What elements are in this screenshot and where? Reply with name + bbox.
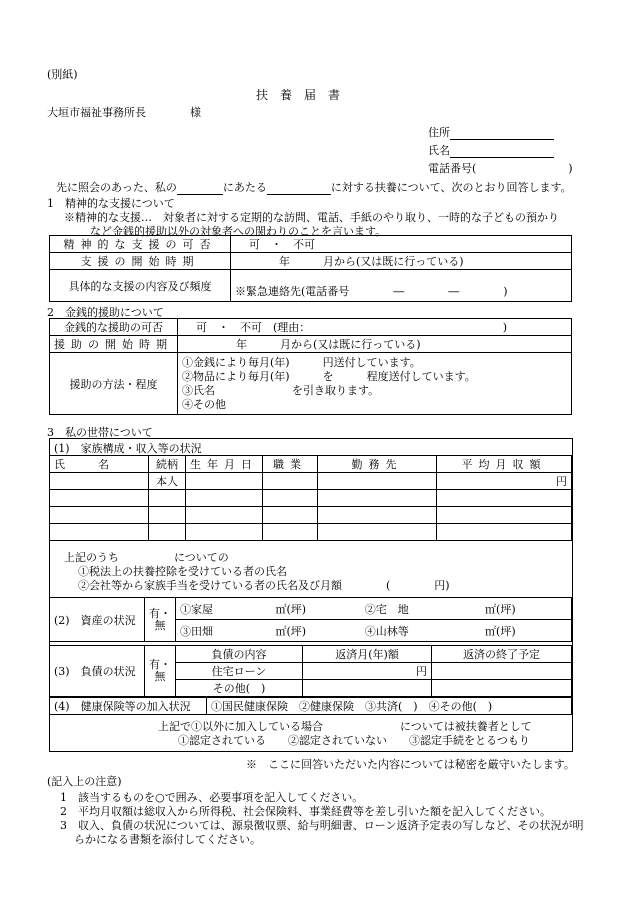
assets-land[interactable]: ②宅 地 <box>361 598 481 620</box>
assets-forest[interactable]: ④山林等 <box>361 620 481 642</box>
table-row[interactable] <box>50 490 572 507</box>
support-start[interactable]: 年 月から(又は既に行っている) <box>231 253 572 270</box>
debt-table: (3) 負債の状況 有・無 負債の内容 返済月(年)額 返済の終了予定 住宅ローン 円 その他( ) <box>49 645 572 697</box>
remark-line-3: ②会社等から家族手当を受けている者の氏名及び月額 ( 円) <box>78 579 450 592</box>
assets-field[interactable]: ③田畑 <box>176 620 272 642</box>
remark-line-2: ①税法上の扶養控除を受けている者の氏名 <box>78 565 287 578</box>
phone-field[interactable]: 電話番号( ) <box>428 162 573 175</box>
table-row[interactable] <box>50 507 572 524</box>
appendix-label: (別紙) <box>47 68 78 81</box>
section-3-heading: 3 私の世帯について <box>47 426 153 439</box>
section-1-note: ※精神的な支援… 対象者に対する定期的な訪問、電話、手紙のやり取り、一時的な子どもの預かり <box>64 211 559 224</box>
assets-choice[interactable]: 有・無 <box>145 598 176 642</box>
notes-heading: (記入上の注意) <box>47 775 122 788</box>
table-row[interactable]: 本人 円 <box>50 473 572 490</box>
debt-choice[interactable]: 有・無 <box>145 646 176 697</box>
financial-choice[interactable]: 可 ・ 不可 (理由： ) <box>178 319 572 336</box>
emergency-contact[interactable]: ※緊急連絡先(電話番号 ― ― ) <box>231 270 572 302</box>
assets-house[interactable]: ①家屋 <box>176 598 272 620</box>
debt-row-other[interactable]: その他( ) <box>50 680 572 697</box>
note-2: 2 平均月収額は総収入から所得税、社会保険料、事業経費等を差し引いた額を記入してください。 <box>60 805 551 818</box>
relation-blank[interactable] <box>177 194 223 195</box>
table-row[interactable] <box>50 524 572 541</box>
section-2-heading: 2 金銭的援助について <box>47 306 164 319</box>
note-3-cont: らかになる書類を添付してください。 <box>74 833 261 846</box>
note-3: 3 収入、負債の状況については、源泉徴収票、給与明細書、ローン返済予定表の写しなど、その状況が明 <box>60 819 584 832</box>
debt-row-housing[interactable]: 住宅ローン 円 <box>50 663 572 680</box>
insurance-table: (4) 健康保険等の加入状況 ①国民健康保険 ②健康保険 ③共済( ) ④その他( ) <box>49 697 572 715</box>
assets-table: (2) 資産の状況 有・無 ①家屋 ㎡(坪) ②宅 地 ㎡(坪) ③田畑 ㎡(坪) ④山林等 ㎡(坪) <box>49 597 572 642</box>
insurance-note: 上記で①以外に加入している場合 については被扶養者として <box>158 720 532 733</box>
section-1-note-2: など金銭的援助以外の対象者への関わりのことを言います。 <box>90 225 387 238</box>
family-subheading: (1) 家族構成・収入等の状況 <box>54 442 202 455</box>
address-field[interactable]: 住所 <box>428 124 554 140</box>
name-field[interactable]: 氏名 <box>428 142 554 158</box>
insurance-status[interactable]: ①認定されている ②認定されていない ③認定手続をとるつもり <box>178 734 530 747</box>
financial-start[interactable]: 年 月から(又は既に行っている) <box>178 336 572 353</box>
note-1: 1 該当するものを○で囲み、必要事項を記入してください。 <box>60 791 364 804</box>
page-title: 扶 養 届 書 <box>256 88 341 102</box>
financial-method[interactable]: ①金銭により毎月(年) 円送付しています。 ②物品により毎月(年) を 程度送付しています。 ③氏名 を引き取ります。 ④その他 <box>178 353 572 415</box>
privacy-notice: ※ ここに回答いただいた内容については秘密を厳守いたします。 <box>246 758 575 771</box>
section-1-heading: 1 精神的な支援について <box>47 197 175 210</box>
support-choice[interactable]: 可 ・ 不可 <box>231 236 572 253</box>
section-2-table: 金銭的な援助の可否 可 ・ 不可 (理由： ) 援助の開始時期 年 月から(又は既に行っている) 援助の方法・程度 ①金銭により毎月(年) 円送付しています。 ②物品により毎月(年) を 程度送付しています。 ③氏名 を引き取ります。 ④その他 <box>49 318 572 415</box>
target-blank[interactable] <box>267 194 331 195</box>
insurance-choice[interactable]: ①国民健康保険 ②健康保険 ③共済( ) ④その他( ) <box>207 698 572 715</box>
family-table: 氏 名 続柄 生年月日 職業 勤務先 平均月収額 本人 円 <box>49 455 572 541</box>
addressee: 大垣市福祉事務所長 様 <box>47 106 201 119</box>
remark-line-1: 上記のうち についての <box>64 551 229 564</box>
section-1-table: 精神的な支援の可否 可 ・ 不可 支援の開始時期 年 月から(又は既に行っている) 具体的な支援の内容及び頻度 ※緊急連絡先(電話番号 ― ― ) <box>49 235 572 302</box>
intro-sentence: 先に照会のあった、私の にあたる に対する扶養について、次のとおり回答します。 <box>56 181 572 194</box>
